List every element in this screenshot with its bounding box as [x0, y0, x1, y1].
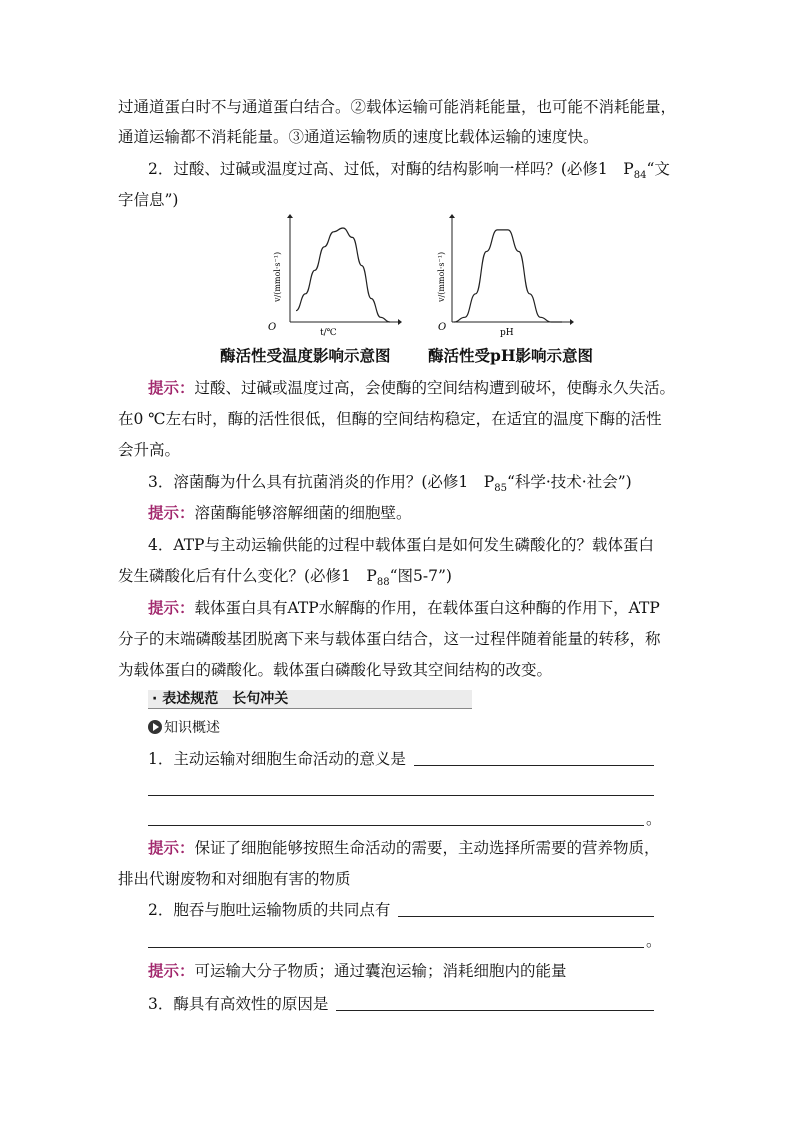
play-icon: [148, 720, 162, 734]
hint-label: 提示：: [148, 838, 195, 857]
text-line: 在0 ℃左右时，酶的活性很低，但酶的空间结构稳定，在适宜的温度下酶的活性: [118, 410, 662, 428]
temperature-chart: [262, 214, 402, 338]
page-number: 85: [494, 483, 507, 495]
period: 。: [646, 932, 662, 950]
y-arrow: [449, 214, 455, 218]
question-2: [148, 158, 680, 187]
question-text: 2．过酸、过碱或温度过高、过低，对酶的结构影响一样吗？(必修1 P: [148, 160, 634, 178]
data-curve: [296, 228, 390, 322]
hint-line: [148, 597, 680, 619]
x-axis-label: pH: [500, 328, 514, 338]
knowledge-question-3: 3．酶具有高效性的原因是: [148, 995, 329, 1013]
page-number: 84: [633, 170, 647, 182]
origin-label: O: [268, 322, 277, 333]
y-axis-label: v/(mmol·s⁻¹): [273, 251, 282, 302]
ph-chart: [434, 214, 574, 338]
hint-text: 过酸、过碱或温度过高，会使酶的空间结构遭到破坏，使酶永久失活。: [194, 379, 676, 397]
answer-blank[interactable]: [398, 915, 654, 917]
answer-blank[interactable]: [414, 764, 654, 766]
hint-label: 提示：: [148, 961, 195, 980]
text-line: 过通道蛋白时不与通道蛋白结合。②载体运输可能消耗能量，也可能不消耗能量，: [118, 98, 677, 116]
text-line: 字信息”): [118, 191, 179, 209]
answer-blank[interactable]: [148, 946, 644, 948]
question-text: “科学·技术·社会”): [506, 473, 632, 491]
origin-label: O: [438, 322, 447, 333]
y-axis-label: v/(mmol·s⁻¹): [437, 251, 446, 302]
period: 。: [646, 810, 662, 828]
x-arrow: [570, 319, 574, 325]
x-arrow: [398, 319, 402, 325]
hint-text: 溶菌酶能够溶解细菌的细胞壁。: [194, 504, 412, 522]
data-curve: [454, 230, 562, 322]
answer-blank[interactable]: [148, 794, 654, 796]
hint-label: 提示：: [148, 378, 195, 397]
text-line: 排出代谢废物和对细胞有害的物质: [118, 870, 351, 888]
knowledge-question-2: 2．胞吞与胞吐运输物质的共同点有: [148, 901, 391, 919]
question-text: “文: [646, 160, 670, 178]
hint-line: [148, 377, 680, 399]
hint-label: 提示：: [148, 598, 195, 617]
hint-line: [148, 502, 680, 524]
answer-blank[interactable]: [148, 824, 644, 826]
text-line: [118, 565, 680, 594]
subsection-title: 知识概述: [164, 720, 220, 736]
text-line: 通道运输都不消耗能量。③通道运输物质的速度比载体运输的速度快。: [118, 128, 599, 146]
text-line: 分子的末端磷酸基团脱离下来与载体蛋白结合，这一过程伴随着能量的转移，称: [118, 630, 661, 648]
question-4: 4．ATP与主动运输供能的过程中载体蛋白是如何发生磷酸化的？载体蛋白: [148, 536, 654, 554]
hint-line: [148, 960, 680, 982]
chart-caption: 酶活性受温度影响示意图: [220, 346, 391, 365]
question-text: 3．溶菌酶为什么具有抗菌消炎的作用？(必修1 P: [148, 473, 495, 491]
chart-caption: 酶活性受pH影响示意图: [428, 346, 593, 365]
hint-line: [148, 837, 680, 859]
knowledge-question-1: 1．主动运输对细胞生命活动的意义是: [148, 750, 406, 768]
subsection-header: [148, 718, 220, 738]
text-line: 会升高。: [118, 441, 181, 459]
question-text: 发生磷酸化后有什么变化？(必修1 P: [118, 567, 377, 585]
hint-text: 可运输大分子物质；通过囊泡运输；消耗细胞内的能量: [194, 962, 567, 980]
text-line: 为载体蛋白的磷酸化。载体蛋白磷酸化导致其空间结构的改变。: [118, 661, 553, 679]
hint-text: 载体蛋白具有ATP水解酶的作用，在载体蛋白这种酶的作用下，ATP: [194, 599, 660, 617]
y-arrow: [287, 214, 293, 218]
section-header: · 表述规范 长句冲关: [148, 690, 472, 709]
question-3: [148, 471, 680, 500]
page-number: 88: [376, 577, 390, 589]
hint-label: 提示：: [148, 503, 195, 522]
x-axis-label: t/℃: [320, 328, 337, 338]
hint-text: 保证了细胞能够按照生命活动的需要，主动选择所需要的营养物质，: [194, 839, 660, 857]
answer-blank[interactable]: [336, 1009, 654, 1011]
question-text: “图5-7”): [389, 567, 452, 585]
